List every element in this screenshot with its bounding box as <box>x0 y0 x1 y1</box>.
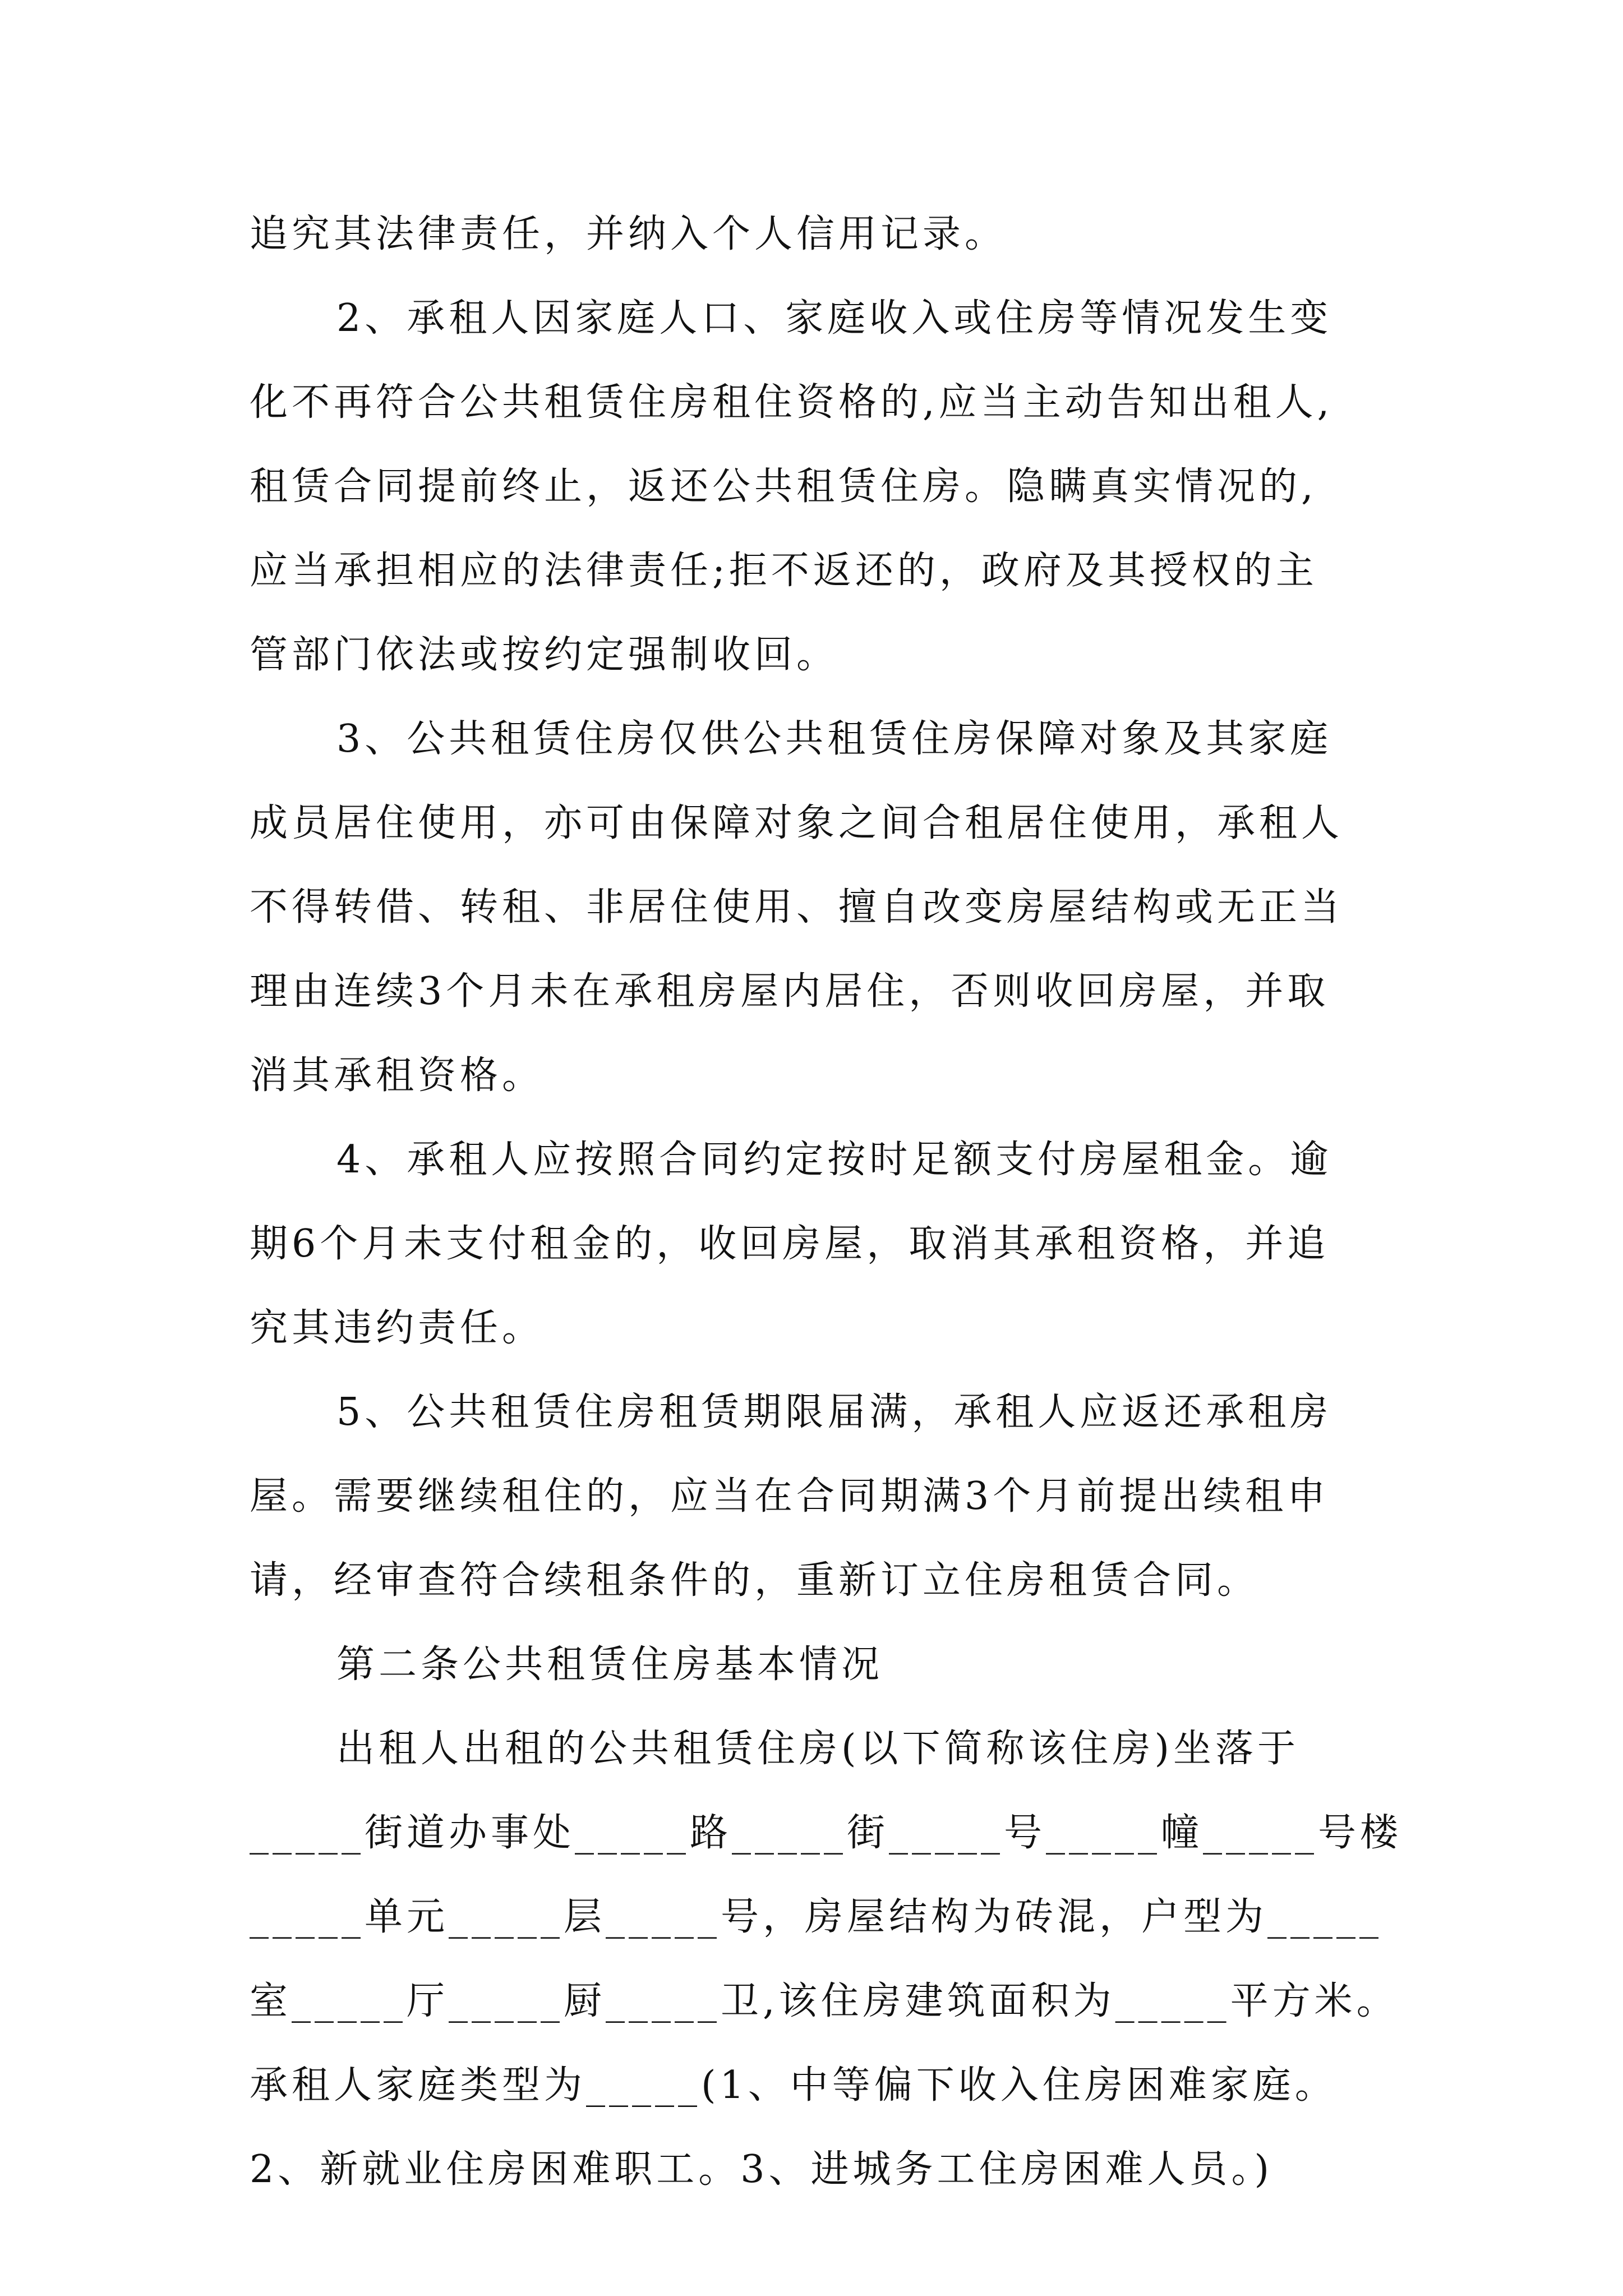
text-line: 化不再符合公共租赁住房租住资格的,应当主动告知出租人, <box>250 380 1334 425</box>
text-line: 2、承租人因家庭人口、家庭收入或住房等情况发生变 <box>336 296 1332 341</box>
form-line: _____单元_____层_____号，房屋结构为砖混，户型为_____ <box>250 1895 1383 1939</box>
form-line: 室_____厅_____厨_____卫,该住房建筑面积为_____平方米。 <box>250 1979 1399 2023</box>
text-line: 屋。需要继续租住的，应当在合同期满3个月前提出续租申 <box>250 1474 1330 1519</box>
text-line: 管部门依法或按约定强制收回。 <box>250 633 839 677</box>
text-line: 2、新就业住房困难职工。3、进城务工住房困难人员。) <box>250 2147 1274 2192</box>
text-line: 出租人出租的公共租赁住房(以下简称该住房)坐落于 <box>336 1727 1300 1771</box>
text-line: 追究其法律责任，并纳入个人信用记录。 <box>250 212 1007 256</box>
text-line: 成员居住使用，亦可由保障对象之间合租居住使用，承租人 <box>250 801 1344 845</box>
text-line: 租赁合同提前终止，返还公共租赁住房。隐瞒真实情况的, <box>250 464 1317 509</box>
text-line: 期6个月未支付租金的，收回房屋，取消其承租资格，并追 <box>250 1222 1330 1266</box>
text-line: 5、公共租赁住房租赁期限届满，承租人应返还承租房 <box>336 1390 1332 1434</box>
text-line: 消其承租资格。 <box>250 1053 545 1098</box>
text-line: 理由连续3个月未在承租房屋内居住，否则收回房屋，并取 <box>250 969 1330 1014</box>
section-heading: 第二条公共租赁住房基本情况 <box>336 1642 884 1687</box>
text-line: 4、承租人应按照合同约定按时足额支付房屋租金。逾 <box>336 1138 1332 1182</box>
form-line: 承租人家庭类型为_____(1、中等偏下收入住房困难家庭。 <box>250 2063 1337 2108</box>
text-line: 3、公共租赁住房仅供公共租赁住房保障对象及其家庭 <box>336 717 1332 761</box>
text-line: 究其违约责任。 <box>250 1306 545 1350</box>
text-line: 请，经审查符合续租条件的，重新订立住房租赁合同。 <box>250 1558 1260 1603</box>
text-line: 不得转借、转租、非居住使用、擅自改变房屋结构或无正当 <box>250 885 1344 930</box>
text-line: 应当承担相应的法律责任;拒不返还的，政府及其授权的主 <box>250 549 1318 593</box>
form-line: _____街道办事处_____路_____街_____号_____幢_____号楼 <box>250 1811 1403 1855</box>
